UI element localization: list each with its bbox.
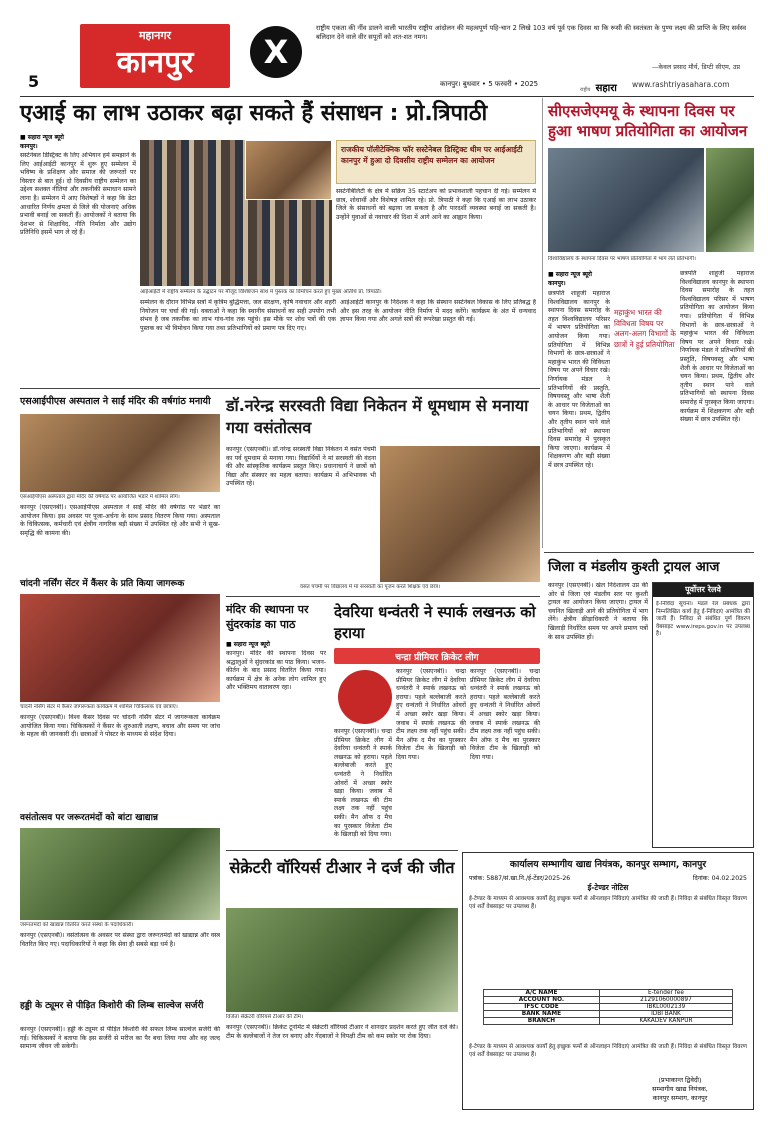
table-row <box>484 990 733 997</box>
right-top-caption: विश्वविद्यालय के स्थापना दिवस पर भाषण प्रतियोगिता में भाग लेते प्रतिभागी। <box>548 256 696 262</box>
food-caption: जरूरतमंदों को खाद्यान्न वितरित करते संस्था के पदाधिकारी। <box>20 922 134 928</box>
masthead <box>20 22 754 98</box>
sai-photo <box>20 414 220 492</box>
right-top-body-left: छत्रपति शाहूजी महाराज विश्वविद्यालय कानपुर के स्थापना दिवस समारोह के तहत विश्वविद्यालय परिसर में भाषण प्रतियोगिता का आयोजन किया गया। प्रतियोगिता में विभिन्न विभागों के छात्र-छात्राओं ने महाकुंभ भारत की विविधता विषय पर अपने विचार रखे। निर्णायक मंडल ने प्रतिभागियों की प्रस्तुति, विषयवस्तु और भाषा शैली के आधार पर विजेताओं का चयन किया। प्रथम, द्वितीय और तृतीय स्थान पाने वाले प्रतिभागियों को स्थापना दिवस समारोह में पुरस्कृत किया जाएगा। कार्यक्रम में शिक्षकगण और बड़ी संख्या में छात्र उपस्थित रहे। <box>548 290 610 469</box>
table-cell: IDBI BANK <box>599 1011 732 1018</box>
table-cell: IBKL0002139 <box>599 1004 732 1011</box>
lead-byline: ■ सहारा न्यूज ब्यूरो <box>20 134 64 141</box>
kushti-headline: जिला व मंडलीय कुश्ती ट्रायल आज <box>548 559 720 575</box>
kushti-top-rule <box>544 552 754 553</box>
paper-logo <box>580 76 617 95</box>
paper-prefix: राष्ट्रीय <box>580 87 591 93</box>
table-row <box>484 1011 733 1018</box>
cricket-logo-icon <box>338 670 392 724</box>
railway-title: पूर्वोत्तर रेलवे <box>685 585 721 594</box>
food-headline: वसंतोत्सव पर जरूरतमंदों को बांटा खाद्यान्न <box>20 813 159 823</box>
railway-title-bar <box>653 583 753 597</box>
lead-place: कानपुर। <box>20 143 38 150</box>
cricket-body-right: कानपुर (एसएनबी)। चन्द्रा प्रीमियर क्रिकेट लीग में देवरिया धन्वंतरी ने स्पार्क लखनऊ को हराया। पहले बल्लेबाजी करते हुए धन्वंतरी ने निर्धारित ओवरों में अच्छा स्कोर खड़ा किया। जवाब में स्पार्क लखनऊ की टीम लक्ष्य तक नहीं पहुंच सकी। मैन ऑफ द मैच का पुरस्कार विजेता टीम के खिलाड़ी को दिया गया। <box>470 668 540 761</box>
right-top-headline: सीएसजेएमयू के स्थापना दिवस पर हुआ भाषण प्रतियोगिता का आयोजन <box>548 102 748 140</box>
cricket-body-lower: कानपुर (एसएनबी)। चन्द्रा प्रीमियर क्रिकेट लीग में देवरिया धन्वंतरी ने स्पार्क लखनऊ को हराया। पहले बल्लेबाजी करते हुए धन्वंतरी ने निर्धारित ओवरों में अच्छा स्कोर खड़ा किया। जवाब में स्पार्क लखनऊ की टीम लक्ष्य तक नहीं पहुंच सकी। मैन ऑफ द मैच का पुरस्कार विजेता टीम के खिलाड़ी को दिया गया। <box>334 728 392 839</box>
vasant-caption: वसंत पंचमी पर विद्यालय में मां सरस्वती का पूजन करते शिक्षक एवं छात्र। <box>300 584 441 590</box>
right-top-place: कानपुर। <box>548 280 566 287</box>
tender-title: कार्यालय सम्भागीय खाद्य नियंत्रक, कानपुर सम्भाग, कानपुर <box>509 859 707 870</box>
edition-label: महानगर <box>138 29 172 42</box>
secretary-body: कानपुर (एसएनबी)। क्रिकेट टूर्नामेंट में सेक्रेटरी वॉरियर्स टीआर ने शानदार प्रदर्शन करते हुए जीत दर्ज की। टीम के बल्लेबाजों ने तेज रन बनाए और गेंदबाजों ने विपक्षी टीम को कम स्कोर पर रोक दिया। <box>226 1024 458 1040</box>
chandni-caption: चांदनी नर्सिंग सेंटर में कैंसर जागरूकता कार्यक्रम में शामिल चिकित्सक एवं छात्राएं। <box>20 704 178 710</box>
bone-headline: हड्डी के ट्यूमर से पीड़ित किशोरी की लिम्ब साल्वेज सर्जरी <box>20 1001 204 1011</box>
lead-body-col1: सस्टेनेबल डिस्ट्रिक्ट के लिए अभियान हमें समझाने के लिए आईआईटी कानपुर में शुरू हुए सम्मेलन में भविष्य के प्रशिक्षण और समाज की जरूरतों पर विस्तार से बात हुई। दो दिवसीय राष्ट्रीय सम्मेलन का उद्देश्य सशक्त नीतियां और तकनीकी समाधान सामने लाना है। सम्मेलन में आए विशेषज्ञों ने कहा कि डेटा आधारित निर्णय क्षमता से जिले की योजनाएं अधिक प्रभावी बनाई जा सकती हैं। आयोजकों ने बताया कि देशभर से शिक्षाविद, नीति निर्माता और उद्योग प्रतिनिधि इसमें भाग ले रहे हैं। <box>20 152 136 237</box>
tender-body: ई-टेण्डर के माध्यम से आवश्यक कार्यों हेतु इच्छुक फर्मों से ऑनलाइन निविदाएं आमंत्रित की जाती हैं। निविदा से संबंधित विस्तृत विवरण एवं शर्तें वेबसाइट पर उपलब्ध हैं। <box>469 896 747 910</box>
right-top-photo-small <box>706 148 754 252</box>
tender-body-lower: ई-टेण्डर के माध्यम से आवश्यक कार्यों हेतु इच्छुक फर्मों से ऑनलाइन निविदाएं आमंत्रित की जाती हैं। निविदा से संबंधित विस्तृत विवरण एवं शर्तें वेबसाइट पर उपलब्ध हैं। <box>469 1044 747 1058</box>
mandir-top-rule <box>226 596 540 597</box>
sai-caption: एसआईपीएस अस्पताल द्वारा मंदिर की वर्षगांठ पर आयोजित भंडारे में शामिल लोग। <box>20 494 180 500</box>
lead-bottom-rule <box>20 388 540 389</box>
page-number: 5 <box>28 72 40 91</box>
sai-body: कानपुर (एसएनबी)। एसआईपीएस अस्पताल ने साईं मंदिर की वर्षगांठ पर भंडारे का आयोजन किया। इस अवसर पर पूजा-अर्चना के साथ प्रसाद वितरण किया गया। अस्पताल के चिकित्सक, कर्मचारी एवं क्षेत्रीय नागरिक बड़ी संख्या में उपस्थित रहे और सभी ने सुख-समृद्धि की कामना की। <box>20 504 220 537</box>
vasant-photo <box>380 446 540 582</box>
city-name: कानपुर <box>116 45 194 80</box>
masthead-quote-author: —केवल प्रसाद मौर्य, डिप्टी सीएम, उप्र <box>651 63 740 71</box>
right-top-photo <box>548 148 704 252</box>
sai-headline: एसआईपीएस अस्पताल ने साईं मंदिर की वर्षगांठ मनायी <box>20 396 211 407</box>
railway-ad <box>652 582 754 848</box>
mandir-body: कानपुर। मंदिर की स्थापना दिवस पर श्रद्धालुओं ने सुंदरकांड का पाठ किया। भजन-कीर्तन के बाद प्रसाद वितरित किया गया। कार्यक्रम में क्षेत्र के अनेक लोग शामिल हुए और भक्तिमय वातावरण रहा। <box>226 650 326 692</box>
x-logo-icon: X <box>250 26 302 78</box>
secretary-top-rule <box>226 850 458 851</box>
tender-notice <box>462 852 754 1110</box>
food-photo <box>20 828 220 920</box>
table-cell: A/C NAME <box>484 990 600 997</box>
table-cell: ACCOUNT NO. <box>484 997 600 1004</box>
vasant-body: कानपुर (एसएनबी)। डॉ.नरेन्द्र सरस्वती विद्या निकेतन में वसंत पंचमी का पर्व धूमधाम से मनाया गया। विद्यार्थियों ने मां सरस्वती की वंदना की और सांस्कृतिक कार्यक्रम प्रस्तुत किए। प्रधानाचार्य ने छात्रों को विद्या और संस्कार का महत्व बताया। कार्यक्रम में अभिभावक भी उपस्थित रहे। <box>226 446 376 488</box>
tender-date: दिनांक: 04.02.2025 <box>692 875 747 882</box>
mandir-byline: ■ सहारा न्यूज ब्यूरो <box>226 641 270 648</box>
cricket-banner-text: चन्द्रा प्रीमियर क्रिकेट लीग <box>395 653 479 663</box>
tender-signature-name: (प्रभाकान्त द्विवेदी) <box>658 1076 702 1084</box>
dateline: कानपुर। बुधवार • 5 फरवरी • 2025 <box>440 80 539 88</box>
website: www.rashtriyasahara.com <box>632 80 730 89</box>
cricket-headline: देवरिया धन्वंतरी ने स्पार्क लखनऊ को हराया <box>334 603 536 642</box>
table-cell: E-tender fee <box>599 990 732 997</box>
secretary-headline: सेक्रेटरी वॉरियर्स टीआर ने दर्ज की जीत <box>229 858 455 877</box>
edition-box <box>80 24 230 88</box>
right-top-body-right: छत्रपति शाहूजी महाराज विश्वविद्यालय कानपुर के स्थापना दिवस समारोह के तहत विश्वविद्यालय परिसर में भाषण प्रतियोगिता का आयोजन किया गया। प्रतियोगिता में विभिन्न विभागों के छात्र-छात्राओं ने महाकुंभ भारत की विविधता विषय पर अपने विचार रखे। निर्णायक मंडल ने प्रतिभागियों की प्रस्तुति, विषयवस्तु और भाषा शैली के आधार पर विजेताओं का चयन किया। प्रथम, द्वितीय और तृतीय स्थान पाने वाले प्रतिभागियों को स्थापना दिवस समारोह में पुरस्कृत किया जाएगा। कार्यक्रम में शिक्षकगण और बड़ी संख्या में छात्र उपस्थित रहे। <box>680 270 754 424</box>
masthead-quote: राष्ट्रीय एकता की नींव डालने वाली भारतीय राष्ट्रीय आंदोलन की महत्वपूर्ण पहि-चान 2 लिखे 103 वर्ष पूर्व एक दिवस था कि रूसी की स्वतंत्रता के पुण्य लक्ष्य की प्राप्ति के लिए सर्वस्व बलिदान देने वाले वीर सपूतों को शत-शत नमन। <box>316 24 746 41</box>
lead-highlight-box <box>336 140 536 184</box>
tender-notice-title: ई-टेण्डर नोटिस <box>587 883 629 892</box>
table-cell: IFSC CODE <box>484 1004 600 1011</box>
table-cell: 21291060000897 <box>599 997 732 1004</box>
right-top-byline: ■ सहारा न्यूज ब्यूरो <box>548 271 592 278</box>
table-row <box>484 1018 733 1025</box>
table-cell: KAKADEV KANPUR <box>599 1018 732 1025</box>
lead-highlight-text: राजकीय पॉलीटेक्निक फॉर सस्टेनेबल डिस्ट्रिक्ट थीम पर आईआईटी कानपुर में हुआ दो दिवसीय राष्ट्रीय सम्मेलन का आयोजन <box>341 145 523 165</box>
lead-body-col3: सस्टेनेबिलिटी के क्षेत्र में सक्रिय 35 स्टार्टअप को प्रभावशाली पहचान दी गई। सम्मेलन में छात्र, शोधार्थी और विशेषज्ञ शामिल रहे। प्रो. त्रिपाठी ने कहा कि एआई का लाभ उठाकर जिले के संसाधनों को बढ़ाया जा सकता है और पारदर्शी व्यवस्था बनाई जा सकती है। उन्होंने युवाओं से नवाचार की दिशा में आगे आने का आह्वान किया। <box>336 188 536 221</box>
masthead-rule <box>20 96 754 97</box>
lead-body-col4: आईआईटी कानपुर के निदेशक ने कहा कि संस्थान सस्टेनेबल विकास के लिए प्रतिबद्ध है और इस तरह के आयोजन नीति निर्माण में मदद करेंगे। कार्यक्रम के अंत में धन्यवाद ज्ञापन किया गया और अगले सत्रों की रूपरेखा प्रस्तुत की गई। <box>340 299 536 324</box>
right-column-divider <box>542 98 543 548</box>
table-cell: BANK NAME <box>484 1011 600 1018</box>
table-row <box>484 997 733 1004</box>
railway-body: ई-निविदा सूचना। मंडल रेल प्रबंधक द्वारा निम्नलिखित कार्य हेतु ई-निविदाएं आमंत्रित की जाती हैं। निविदा से संबंधित पूर्ण विवरण वेबसाइट www.ireps.gov.in पर उपलब्ध है। <box>656 601 750 638</box>
right-top-pull-quote: महाकुंभ भारत की विविधता विषय पर अलग-अलग विभागों के छात्रों ने हुई प्रतियोगिता <box>614 308 676 349</box>
food-body: कानपुर (एसएनबी)। वसंतोत्सव के अवसर पर संस्था द्वारा जरूरतमंदों को खाद्यान्न और वस्त्र वितरित किए गए। पदाधिकारियों ने कहा कि सेवा ही सबसे बड़ा धर्म है। <box>20 932 220 948</box>
lead-body-col2: सम्मेलन के दौरान विभिन्न सत्रों में कृत्रिम बुद्धिमत्ता, जल संरक्षण, कृषि नवाचार और शहरी नियोजन पर चर्चा की गई। वक्ताओं ने कहा कि स्थानीय संसाधनों का सही उपयोग तभी संभव है जब तकनीक का लाभ गांव-गांव तक पहुंचे। इस मौके पर शोध पत्रों की एक पुस्तक का भी विमोचन किया गया तथा प्रतिभागियों को प्रमाण पत्र दिए गए। <box>140 299 336 332</box>
paper-name: सहारा <box>595 83 617 94</box>
chandni-headline: चांदनी नर्सिंग सेंटर में कैंसर के प्रति किया जागरूक <box>20 579 185 589</box>
lead-photo-inset <box>245 140 332 200</box>
secretary-caption: विजेता सेक्रेटरी वॉरियर्स टीआर की टीम। <box>226 1014 304 1020</box>
cricket-body-left: कानपुर (एसएनबी)। चन्द्रा प्रीमियर क्रिकेट लीग में देवरिया धन्वंतरी ने स्पार्क लखनऊ को हराया। पहले बल्लेबाजी करते हुए धन्वंतरी ने निर्धारित ओवरों में अच्छा स्कोर खड़ा किया। जवाब में स्पार्क लखनऊ की टीम लक्ष्य तक नहीं पहुंच सकी। मैन ऑफ द मैच का पुरस्कार विजेता टीम के खिलाड़ी को दिया गया। <box>396 668 466 761</box>
mandir-headline: मंदिर की स्थापना पर सुंदरकांड का पाठ <box>226 603 309 631</box>
tender-signature-place: कानपुर सम्भाग, कानपुर <box>652 1094 708 1102</box>
table-row <box>484 1004 733 1011</box>
chandni-body: कानपुर (एसएनबी)। विश्व कैंसर दिवस पर चांदनी नर्सिंग सेंटर में जागरूकता कार्यक्रम आयोजित किया गया। चिकित्सकों ने कैंसर के शुरुआती लक्षण, बचाव और समय पर जांच के महत्व की जानकारी दी। छात्राओं ने पोस्टर के माध्यम से संदेश दिया। <box>20 714 220 739</box>
kushti-body: कानपुर (एसएनबी)। खेल निदेशालय उप्र की ओर से जिला एवं मंडलीय स्तर पर कुश्ती ट्रायल का आयोजन किया जाएगा। ट्रायल में चयनित खिलाड़ी आगे की प्रतियोगिता में भाग लेंगे। क्षेत्रीय क्रीड़ाधिकारी ने बताया कि खिलाड़ी निर्धारित समय पर अपने प्रमाण पत्रों के साथ उपस्थित हों। <box>548 582 648 641</box>
table-cell: BRANCH <box>484 1018 600 1025</box>
tender-bank-table <box>483 989 733 1025</box>
secretary-photo <box>226 908 458 1012</box>
bone-body: कानपुर (एसएनबी)। हड्डी के ट्यूमर से पीड़ित किशोरी की सफल लिम्ब साल्वेज सर्जरी की गई। चिकित्सकों ने बताया कि इस सर्जरी से मरीज का पैर बचा लिया गया और वह जल्द सामान्य जीवन जी सकेगी। <box>20 1026 220 1051</box>
chandni-photo <box>20 594 220 702</box>
vasant-headline: डॉ.नरेन्द्र सरस्वती विद्या निकेतन में धूमधाम से मनाया गया वसंतोत्सव <box>226 396 529 437</box>
tender-signature-role: सम्भागीय खाद्य नियंत्रक, <box>652 1085 708 1093</box>
tender-ref: पत्रांक: 5887/सं.खा.नि./ई-टेंडर/2025-26 <box>469 875 571 882</box>
lead-photo-caption: आईआईटी में राष्ट्रीय सम्मेलन के उद्घाटन पर मौजूद विशिष्टजन साथ में पुस्तक का विमोचन करते हुए मुख्य अतिथि प्रो. त्रिपाठी। <box>140 289 382 295</box>
cricket-banner <box>334 648 540 664</box>
lead-headline: एआई का लाभ उठाकर बढ़ा सकते हैं संसाधन : प्रो.त्रिपाठी <box>20 101 488 126</box>
